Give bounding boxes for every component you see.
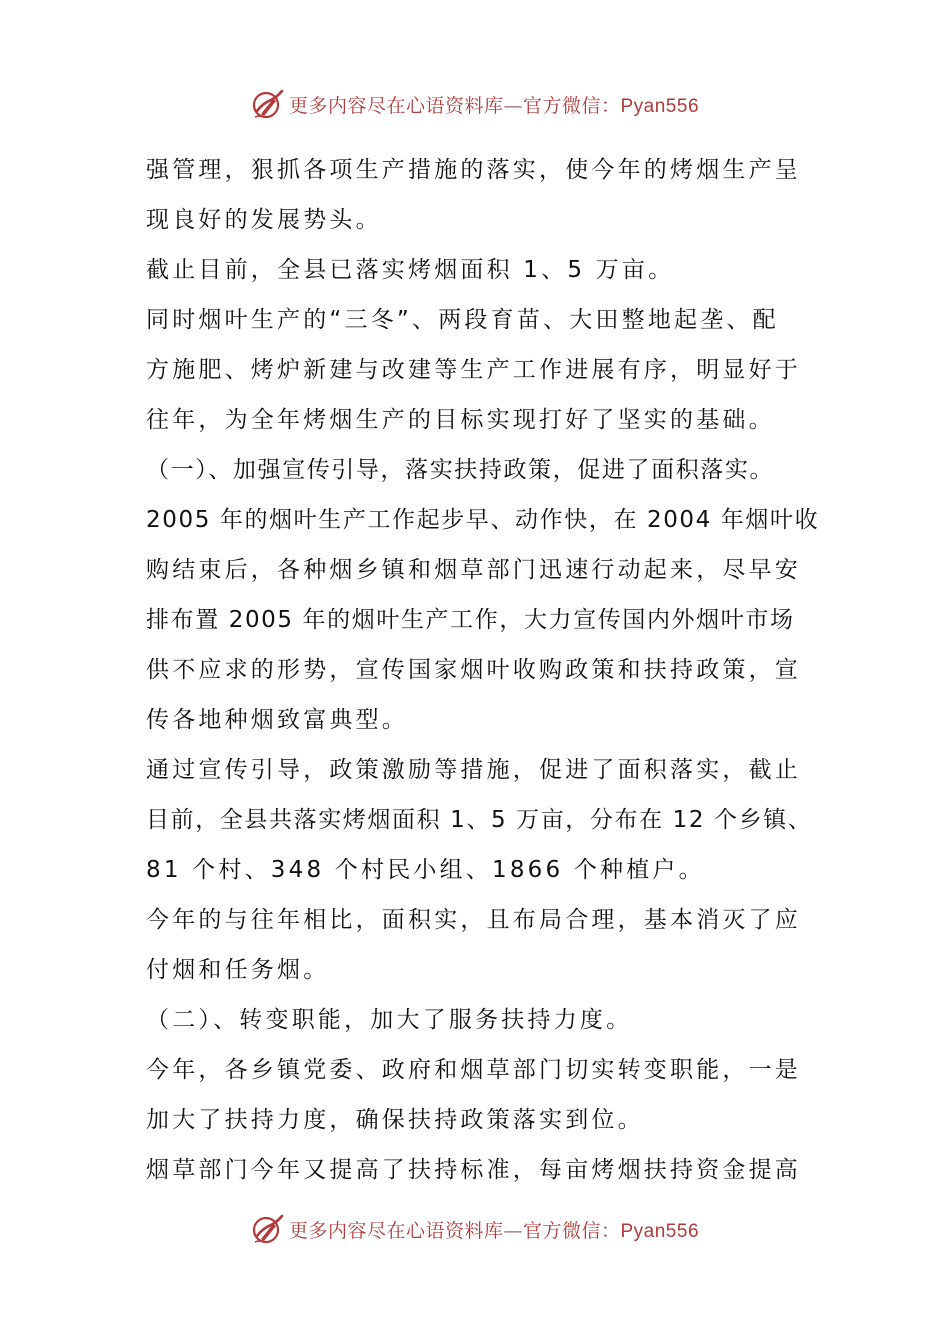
pen-logo-icon: [251, 1212, 285, 1246]
body-line: 2005 年的烟叶生产工作起步早、动作快，在 2004 年烟叶收: [146, 507, 820, 533]
header-watermark-text: [289, 91, 699, 118]
body-line: 供不应求的形势，宣传国家烟叶收购政策和扶持政策，宣: [146, 657, 801, 683]
header-dash: —: [503, 94, 523, 117]
header-wechat-label: 官方微信：: [522, 94, 621, 117]
body-line: 通过宣传引导，政策激励等措施，促进了面积落实，截止: [146, 757, 801, 783]
footer-library-text: 更多内容尽在心语资料库: [288, 1219, 504, 1242]
footer-watermark-text: [289, 1216, 699, 1243]
body-line: 传各地种烟致富典型。: [146, 707, 408, 733]
body-line: 加大了扶持力度，确保扶持政策落实到位。: [146, 1107, 644, 1133]
body-line: 方施肥、烤炉新建与改建等生产工作进展有序，明显好于: [146, 357, 801, 383]
header-banner: [0, 84, 950, 124]
footer-wechat-label: 官方微信：: [522, 1219, 621, 1242]
footer-wechat-id: Pyan556: [620, 1220, 700, 1242]
body-line: 截止目前，全县已落实烤烟面积 1、5 万亩。: [146, 257, 675, 283]
body-line: 目前，全县共落实烤烟面积 1、5 万亩，分布在 12 个乡镇、: [146, 807, 813, 833]
body-line: 付烟和任务烟。: [146, 957, 330, 983]
header-wechat-id: Pyan556: [620, 95, 700, 117]
header-library-text: 更多内容尽在心语资料库: [288, 94, 504, 117]
pen-logo-icon: [251, 87, 285, 121]
body-line: 今年的与往年相比，面积实，且布局合理，基本消灭了应: [146, 907, 801, 933]
body-line: 往年，为全年烤烟生产的目标实现打好了坚实的基础。: [146, 407, 775, 433]
section-heading-2: （二）、转变职能，加大了服务扶持力度。: [146, 1007, 633, 1033]
body-line: 今年，各乡镇党委、政府和烟草部门切实转变职能，一是: [146, 1057, 801, 1083]
document-body: [146, 145, 820, 1195]
body-line: 烟草部门今年又提高了扶持标准，每亩烤烟扶持资金提高: [146, 1157, 801, 1183]
footer-dash: —: [503, 1219, 523, 1242]
body-line: 现良好的发展势头。: [146, 207, 382, 233]
section-heading-1: （一）、加强宣传引导，落实扶持政策，促进了面积落实。: [146, 457, 775, 483]
footer-banner: [0, 1209, 950, 1249]
body-line: 81 个村、348 个村民小组、1866 个种植户。: [146, 857, 705, 883]
body-line: 强管理，狠抓各项生产措施的落实，使今年的烤烟生产呈: [146, 157, 801, 183]
body-line: 排布置 2005 年的烟叶生产工作，大力宣传国内外烟叶市场: [146, 607, 795, 633]
body-line: 购结束后，各种烟乡镇和烟草部门迅速行动起来，尽早安: [146, 557, 801, 583]
body-line: 同时烟叶生产的“三冬”、两段育苗、大田整地起垄、配: [146, 307, 779, 333]
